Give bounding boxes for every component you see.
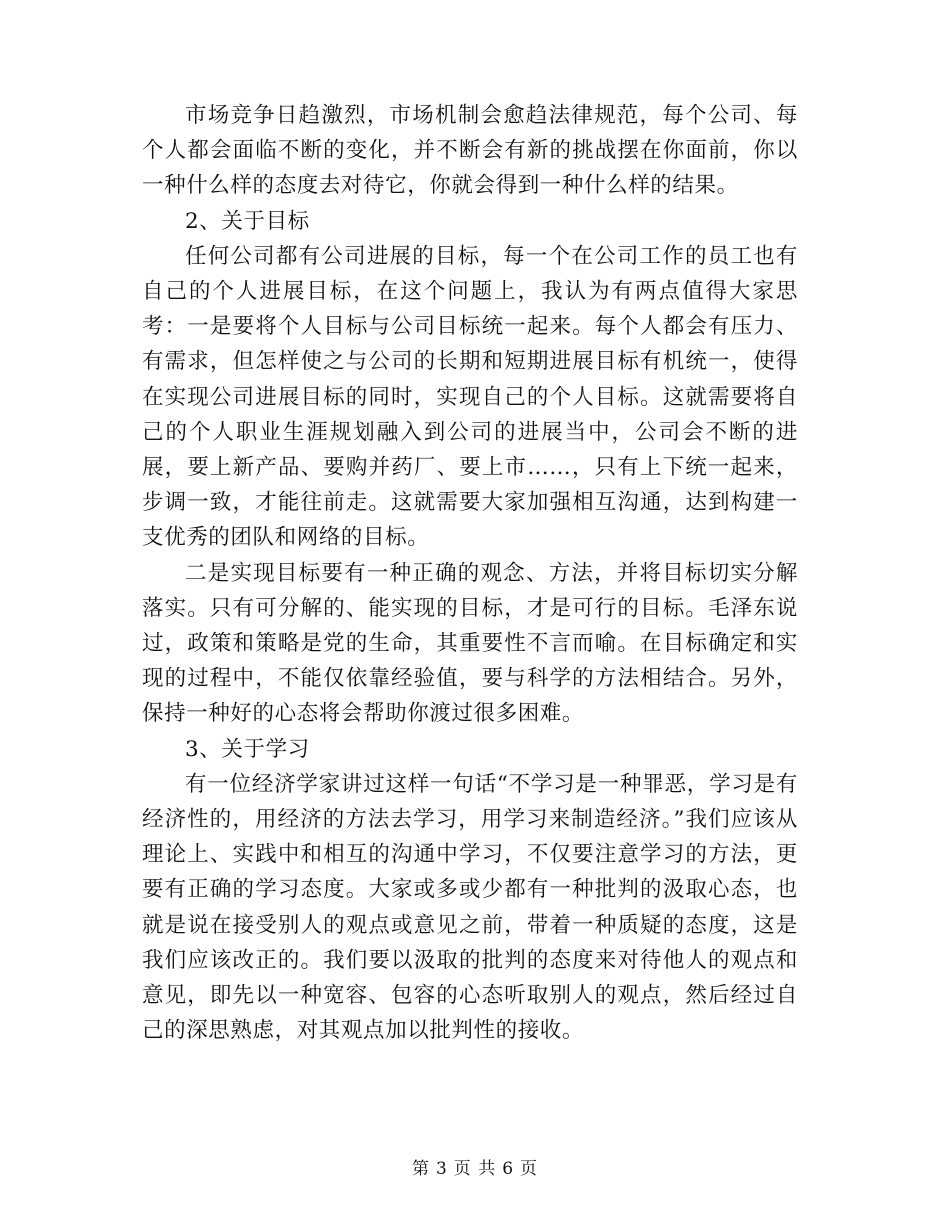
section-heading-learning: 3、关于学习: [185, 736, 310, 762]
paragraph-goals-two: 二是实现目标要有一种正确的观念、方法，并将目标切实分解落实。只有可分解的、能实现的目标，才是可行的目标。毛泽东说过，政策和策略是党的生命，其重要性不言而喻。在目标确定和实现的过程中，不能仅依靠经验值，要与科学的方法相结合。另外，保持一种好的心态将会帮助你渡过很多困难。: [142, 560, 798, 727]
page-number: 3: [435, 1159, 448, 1179]
page-label-prefix: 第: [411, 1159, 430, 1179]
paragraph-goals-one: 任何公司都有公司进展的目标，每一个在公司工作的员工也有自己的个人进展目标，在这个问题上，我认为有两点值得大家思考：一是要将个人目标与公司目标统一起来。每个人都会有压力、有需求，但怎样使之与公司的长期和短期进展目标有机统一，使得在实现公司进展目标的同时，实现自己的个人目标。这就需要将自己的个人职业生涯规划融入到公司的进展当中，公司会不断的进展，要上新产品、要购并药厂、要上市……，只有上下统一起来，步调一致，才能往前走。这就需要大家加强相互沟通，达到构建一支优秀的团队和网络的目标。: [142, 243, 798, 551]
page-label-suffix: 页: [520, 1159, 539, 1179]
page-label-mid: 页 共: [453, 1159, 497, 1179]
total-pages: 6: [502, 1159, 515, 1179]
page-footer: [0, 1154, 950, 1179]
document-body: [142, 98, 798, 1048]
paragraph-learning: 有一位经济学家讲过这样一句话“不学习是一种罪恶，学习是有经济性的，用经济的方法去学习，用学习来制造经济。”我们应该从理论上、实践中和相互的沟通中学习，不仅要注意学习的方法，更要有正确的学习态度。大家或多或少都有一种批判的汲取心态，也就是说在接受别人的观点或意见之前，带着一种质疑的态度，这是我们应该改正的。我们要以汲取的批判的态度来对待他人的观点和意见，即先以一种宽容、包容的心态听取别人的观点，然后经过自己的深思熟虑，对其观点加以批判性的接收。: [142, 771, 798, 1044]
paragraph-market-competition: 市场竞争日趋激烈，市场机制会愈趋法律规范，每个公司、每个人都会面临不断的变化，并不断会有新的挑战摆在你面前，你以一种什么样的态度去对待它，你就会得到一种什么样的结果。: [142, 103, 798, 199]
section-heading-goals: 2、关于目标: [185, 208, 310, 234]
